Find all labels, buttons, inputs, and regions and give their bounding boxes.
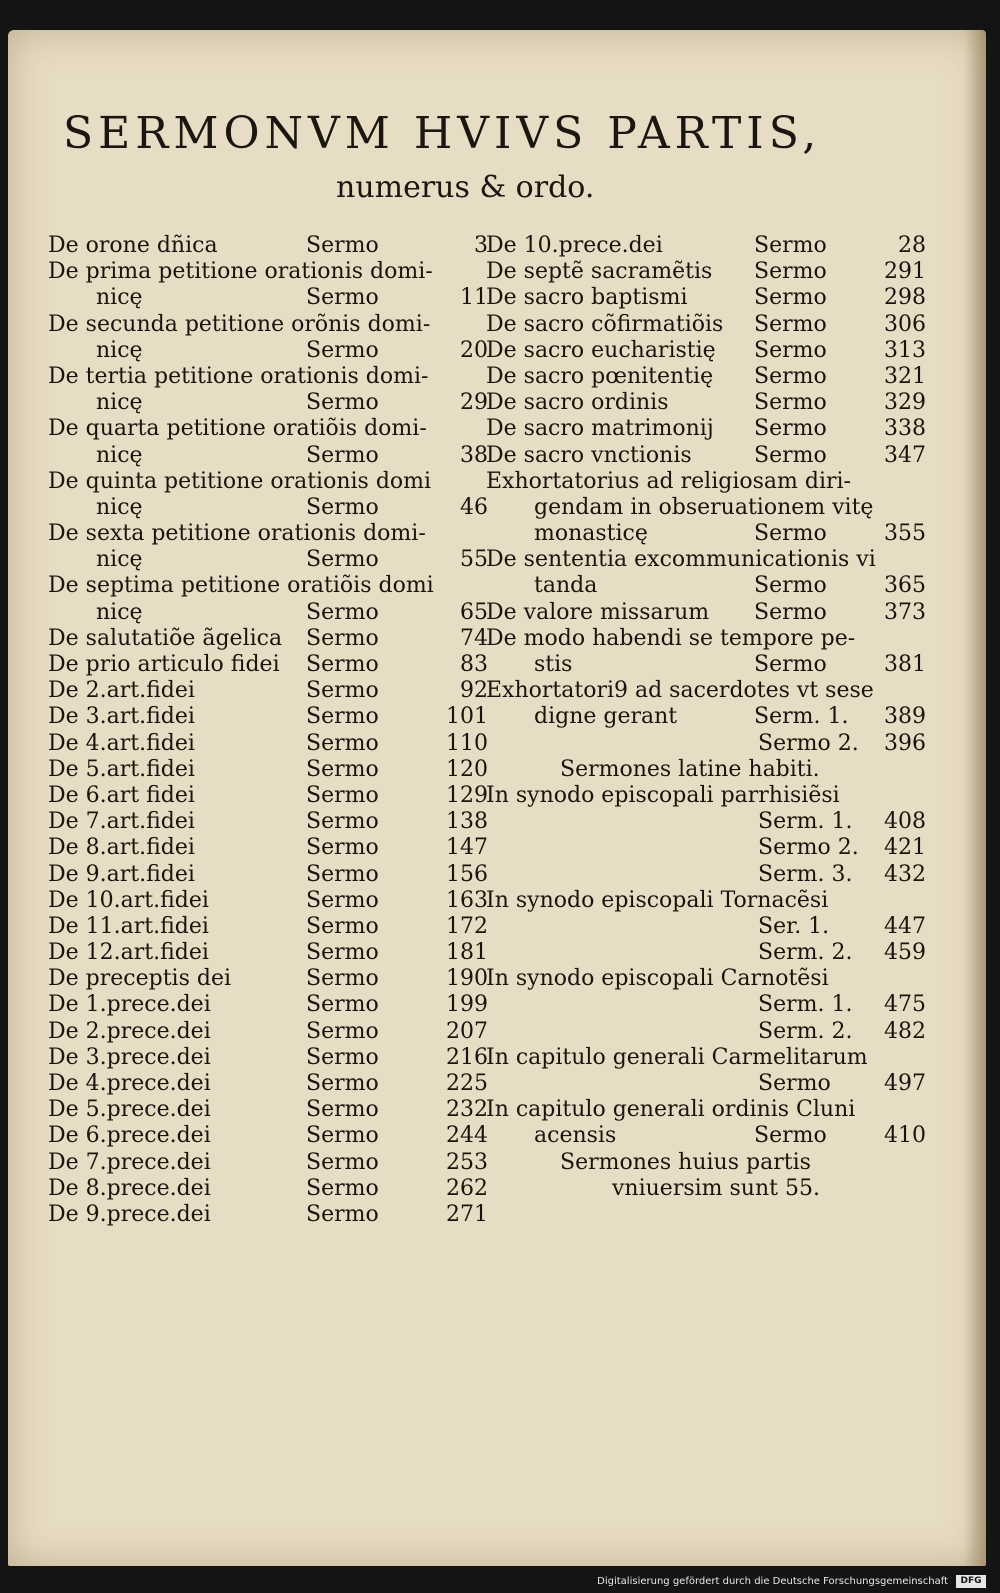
sermo-label: Serm. 1. <box>758 992 853 1018</box>
page-subtitle: numerus & ordo. <box>336 170 595 205</box>
index-entry <box>486 914 926 940</box>
index-entry <box>48 416 488 442</box>
sermo-label: Sermo <box>306 782 379 808</box>
sermo-label: Sermo <box>306 625 379 651</box>
index-entry <box>48 783 488 809</box>
sermo-label: Sermo <box>754 573 827 599</box>
index-entry <box>48 1071 488 1097</box>
sermo-label: Sermo <box>754 416 827 442</box>
index-entry <box>48 888 488 914</box>
index-entry <box>486 1097 926 1123</box>
entry-title: In synodo episcopali Tornacẽsi <box>486 887 829 913</box>
entry-title: De sacro ordinis <box>486 390 669 416</box>
index-entry <box>486 233 926 259</box>
folio-number: 120 <box>446 756 488 782</box>
entry-title: De sacro cõfirmatiõis <box>486 311 724 337</box>
folio-number: 321 <box>884 363 926 389</box>
index-entry <box>486 495 926 521</box>
entry-title: De 4.art.fidei <box>48 730 195 756</box>
footer-bar <box>0 1569 1000 1593</box>
entry-title: De sacro baptismi <box>486 285 688 311</box>
folio-number: 65 <box>460 599 488 625</box>
entry-title: nicę <box>96 494 143 520</box>
index-entry <box>486 285 926 311</box>
sermo-label: Sermo <box>754 442 827 468</box>
folio-number: 3 <box>474 233 488 258</box>
index-entry <box>48 233 488 259</box>
book-page <box>8 30 986 1566</box>
sermo-label: Sermo <box>306 809 379 835</box>
entry-title: De 6.prece.dei <box>48 1123 211 1149</box>
index-entry <box>486 259 926 285</box>
folio-number: 355 <box>884 521 926 547</box>
folio-number: 244 <box>446 1123 488 1149</box>
sermo-label: Sermo <box>306 233 379 258</box>
entry-title: nicę <box>96 442 143 468</box>
index-entry <box>48 390 488 416</box>
entry-title: De sacro pœnitentię <box>486 363 714 389</box>
sermo-label: Serm. 2. <box>758 940 853 966</box>
entry-title: De 10.art.fidei <box>48 887 209 913</box>
sermo-label: Sermo <box>306 913 379 939</box>
folio-number: 389 <box>884 704 926 730</box>
index-entry <box>486 757 926 783</box>
sermo-label: Sermo <box>754 285 827 311</box>
index-entry <box>486 678 926 704</box>
folio-number: 482 <box>884 1018 926 1044</box>
index-entry <box>486 1019 926 1045</box>
right-column-index <box>486 233 926 1202</box>
index-entry <box>486 1123 926 1149</box>
index-entry <box>48 443 488 469</box>
sermo-label: Sermo <box>306 337 379 363</box>
index-entry <box>486 731 926 757</box>
index-entry <box>48 259 488 285</box>
index-entry <box>486 443 926 469</box>
folio-number: 232 <box>446 1097 488 1123</box>
index-entry <box>48 600 488 626</box>
folio-number: 291 <box>884 259 926 285</box>
entry-title: nicę <box>96 547 143 573</box>
index-entry <box>486 626 926 652</box>
index-entry <box>486 338 926 364</box>
entry-title: De 12.art.fidei <box>48 940 209 966</box>
entry-title: De 4.prece.dei <box>48 1071 211 1096</box>
entry-title: monasticę <box>534 521 648 547</box>
index-entry <box>48 338 488 364</box>
entry-title: nicę <box>96 337 143 363</box>
index-entry <box>48 547 488 573</box>
index-entry <box>48 757 488 783</box>
entry-title: De secunda petitione orõnis domi- <box>48 311 431 337</box>
index-entry <box>48 704 488 730</box>
folio-number: 190 <box>446 966 488 992</box>
folio-number: 129 <box>446 782 488 808</box>
folio-number: 46 <box>460 494 488 520</box>
entry-title: De 7.prece.dei <box>48 1149 211 1175</box>
index-entry <box>48 495 488 521</box>
page-title: SERMONVM HVIVS PARTIS, <box>63 108 822 159</box>
sermo-label: Sermo <box>754 337 827 363</box>
index-entry <box>48 914 488 940</box>
folio-number: 207 <box>446 1018 488 1044</box>
entry-title: nicę <box>96 599 143 625</box>
folio-number: 421 <box>884 835 926 861</box>
entry-title: De modo habendi se tempore pe- <box>486 625 856 651</box>
sermo-label: Sermo <box>306 1123 379 1149</box>
index-entry <box>486 521 926 547</box>
sermo-label: Sermo <box>306 1018 379 1044</box>
folio-number: 432 <box>884 861 926 887</box>
sermo-label: Sermo <box>754 311 827 337</box>
index-entry <box>486 783 926 809</box>
folio-number: 475 <box>884 992 926 1018</box>
sermo-label: Sermo <box>306 992 379 1018</box>
entry-title: De 2.art.fidei <box>48 678 195 704</box>
sermo-label: Sermo <box>306 730 379 756</box>
sermo-label: Sermo <box>306 1149 379 1175</box>
folio-number: 313 <box>884 337 926 363</box>
index-entry <box>486 1045 926 1071</box>
folio-number: 298 <box>884 285 926 311</box>
entry-title: De quinta petitione orationis domi <box>48 468 432 494</box>
index-entry <box>48 966 488 992</box>
entry-title: nicę <box>96 285 143 311</box>
sermo-label: Sermo <box>306 861 379 887</box>
sermo-label: Sermo <box>306 390 379 416</box>
folio-number: 262 <box>446 1175 488 1201</box>
entry-title: De valore missarum <box>486 599 710 625</box>
index-entry <box>486 862 926 888</box>
entry-title: De sacro vnctionis <box>486 442 692 468</box>
folio-number: 365 <box>884 573 926 599</box>
sermo-label: Ser. 1. <box>758 913 830 939</box>
sermo-label: Sermo 2. <box>758 835 859 861</box>
index-entry <box>486 312 926 338</box>
folio-number: 20 <box>460 337 488 363</box>
sermo-label: Sermo <box>306 547 379 573</box>
entry-title: De 3.prece.dei <box>48 1044 211 1070</box>
sermo-label: Sermo <box>306 678 379 704</box>
entry-title: De 8.art.fidei <box>48 835 195 861</box>
index-entry <box>48 312 488 338</box>
index-entry <box>486 547 926 573</box>
entry-title: De sententia excommunicationis vi <box>486 547 876 573</box>
folio-number: 92 <box>460 678 488 704</box>
sermo-label: Sermo <box>306 442 379 468</box>
entry-title: digne gerant <box>534 704 678 730</box>
entry-title: De tertia petitione orationis domi- <box>48 363 429 389</box>
index-entry <box>48 835 488 861</box>
entry-title: De 9.art.fidei <box>48 861 195 887</box>
footer-credit: Digitalisierung gefördert durch die Deutsche Forschungsgemeinschaft <box>597 1576 948 1587</box>
folio-number: 11 <box>460 285 488 311</box>
entry-title: De 6.art fidei <box>48 782 195 808</box>
entry-title: De 2.prece.dei <box>48 1018 211 1044</box>
sermo-label: Serm. 2. <box>758 1018 853 1044</box>
entry-title: De septima petitione oratiõis domi <box>48 573 434 599</box>
folio-number: 338 <box>884 416 926 442</box>
index-entry <box>486 888 926 914</box>
left-column-index <box>48 233 488 1228</box>
entry-title: De 5.art.fidei <box>48 756 195 782</box>
sermo-label: Sermo <box>306 704 379 730</box>
entry-title: In synodo episcopali Carnotẽsi <box>486 966 829 992</box>
index-entry <box>486 600 926 626</box>
folio-number: 29 <box>460 390 488 416</box>
index-entry <box>48 521 488 547</box>
sermo-label: Sermo <box>306 887 379 913</box>
entry-title: tanda <box>534 573 598 599</box>
sermo-label: Sermo <box>754 599 827 625</box>
entry-title: De 3.art.fidei <box>48 704 195 730</box>
folio-number: 163 <box>446 887 488 913</box>
index-entry <box>48 1202 488 1228</box>
entry-title: De quarta petitione oratiõis domi- <box>48 416 427 442</box>
folio-number: 347 <box>884 442 926 468</box>
entry-title: De salutatiõe ãgelica <box>48 625 283 651</box>
sermo-label: Sermo <box>306 835 379 861</box>
entry-title: gendam in obseruationem vitę <box>534 494 874 520</box>
entry-title: stis <box>534 652 573 677</box>
folio-number: 373 <box>884 599 926 625</box>
sermo-label: Sermo <box>306 1071 379 1096</box>
entry-title: Sermones latine habiti. <box>560 756 820 782</box>
folio-number: 306 <box>884 311 926 337</box>
dfg-logo: DFG <box>956 1575 986 1588</box>
folio-number: 147 <box>446 835 488 861</box>
index-entry <box>486 416 926 442</box>
folio-number: 156 <box>446 861 488 887</box>
sermo-label: Sermo <box>306 1097 379 1123</box>
sermo-label: Sermo <box>306 652 379 677</box>
entry-title: De prima petitione orationis domi- <box>48 259 433 285</box>
entry-title: De septẽ sacramẽtis <box>486 259 713 285</box>
entry-title: Sermones huius partis <box>560 1149 811 1175</box>
folio-number: 55 <box>460 547 488 573</box>
sermo-label: Sermo <box>306 285 379 311</box>
sermo-label: Sermo <box>754 1123 827 1149</box>
entry-title: De 8.prece.dei <box>48 1175 211 1201</box>
index-entry <box>48 285 488 311</box>
folio-number: 447 <box>884 913 926 939</box>
index-entry <box>486 809 926 835</box>
index-entry <box>48 364 488 390</box>
index-entry <box>486 704 926 730</box>
sermo-label: Sermo 2. <box>758 730 859 756</box>
index-entry <box>48 992 488 1018</box>
entry-title: In synodo episcopali parrhisiẽsi <box>486 782 840 808</box>
entry-title: De sexta petitione orationis domi- <box>48 521 426 547</box>
folio-number: 110 <box>446 730 488 756</box>
entry-title: De prio articulo fidei <box>48 652 280 677</box>
sermo-label: Sermo <box>306 494 379 520</box>
entry-title: Exhortatorius ad religiosam diri- <box>486 468 851 494</box>
folio-number: 381 <box>884 652 926 677</box>
entry-title: De 11.art.fidei <box>48 913 209 939</box>
sermo-label: Sermo <box>754 363 827 389</box>
sermo-label: Sermo <box>306 1201 379 1227</box>
index-entry <box>48 626 488 652</box>
entry-title: vniuersim sunt 55. <box>612 1175 820 1201</box>
entry-title: De 10.prece.dei <box>486 233 663 258</box>
index-entry <box>48 1176 488 1202</box>
folio-number: 172 <box>446 913 488 939</box>
index-entry <box>48 731 488 757</box>
entry-title: In capitulo generali Carmelitarum <box>486 1044 868 1070</box>
sermo-label: Sermo <box>306 966 379 992</box>
index-entry <box>48 1019 488 1045</box>
folio-number: 497 <box>884 1071 926 1096</box>
sermo-label: Sermo <box>758 1071 831 1096</box>
index-entry <box>48 809 488 835</box>
index-entry <box>486 364 926 390</box>
entry-title: De sacro matrimonij <box>486 416 714 442</box>
folio-number: 408 <box>884 809 926 835</box>
index-entry <box>486 1150 926 1176</box>
entry-title: nicę <box>96 390 143 416</box>
index-entry <box>48 940 488 966</box>
sermo-label: Sermo <box>754 259 827 285</box>
entry-title: De preceptis dei <box>48 966 231 992</box>
folio-number: 271 <box>446 1201 488 1227</box>
folio-number: 74 <box>460 625 488 651</box>
entry-title: Exhortatori9 ad sacerdotes vt sese <box>486 678 874 704</box>
page-edge-shadow <box>964 30 986 1566</box>
folio-number: 459 <box>884 940 926 966</box>
folio-number: 28 <box>898 233 926 258</box>
folio-number: 181 <box>446 940 488 966</box>
entry-title: De 5.prece.dei <box>48 1097 211 1123</box>
folio-number: 83 <box>460 652 488 677</box>
sermo-label: Sermo <box>306 756 379 782</box>
sermo-label: Sermo <box>754 390 827 416</box>
index-entry <box>486 940 926 966</box>
entry-title: acensis <box>534 1123 617 1149</box>
index-entry <box>486 469 926 495</box>
folio-number: 329 <box>884 390 926 416</box>
index-entry <box>48 1045 488 1071</box>
index-entry <box>48 1097 488 1123</box>
index-entry <box>48 652 488 678</box>
entry-title: De 9.prece.dei <box>48 1201 211 1227</box>
sermo-label: Sermo <box>306 940 379 966</box>
sermo-label: Sermo <box>306 1044 379 1070</box>
sermo-label: Sermo <box>754 652 827 677</box>
folio-number: 225 <box>446 1071 488 1096</box>
sermo-label: Sermo <box>306 599 379 625</box>
folio-number: 410 <box>884 1123 926 1149</box>
index-entry <box>48 1123 488 1149</box>
entry-title: De 7.art.fidei <box>48 809 195 835</box>
index-entry <box>486 992 926 1018</box>
index-entry <box>486 390 926 416</box>
index-entry <box>48 469 488 495</box>
folio-number: 101 <box>446 704 488 730</box>
sermo-label: Serm. 1. <box>758 809 853 835</box>
index-entry <box>48 862 488 888</box>
folio-number: 199 <box>446 992 488 1018</box>
entry-title: In capitulo generali ordinis Cluni <box>486 1097 856 1123</box>
sermo-label: Sermo <box>306 1175 379 1201</box>
entry-title: De orone dñica <box>48 233 218 258</box>
index-entry <box>48 573 488 599</box>
index-entry <box>486 1176 926 1202</box>
index-entry <box>486 573 926 599</box>
folio-number: 138 <box>446 809 488 835</box>
folio-number: 38 <box>460 442 488 468</box>
folio-number: 253 <box>446 1149 488 1175</box>
sermo-label: Sermo <box>754 233 827 258</box>
entry-title: De 1.prece.dei <box>48 992 211 1018</box>
sermo-label: Sermo <box>754 521 827 547</box>
index-entry <box>486 835 926 861</box>
entry-title: De sacro eucharistię <box>486 337 716 363</box>
folio-number: 216 <box>446 1044 488 1070</box>
sermo-label: Serm. 1. <box>754 704 849 730</box>
sermo-label: Serm. 3. <box>758 861 853 887</box>
index-entry <box>486 652 926 678</box>
index-entry <box>48 678 488 704</box>
index-entry <box>486 1071 926 1097</box>
folio-number: 396 <box>884 730 926 756</box>
index-entry <box>486 966 926 992</box>
index-entry <box>48 1150 488 1176</box>
